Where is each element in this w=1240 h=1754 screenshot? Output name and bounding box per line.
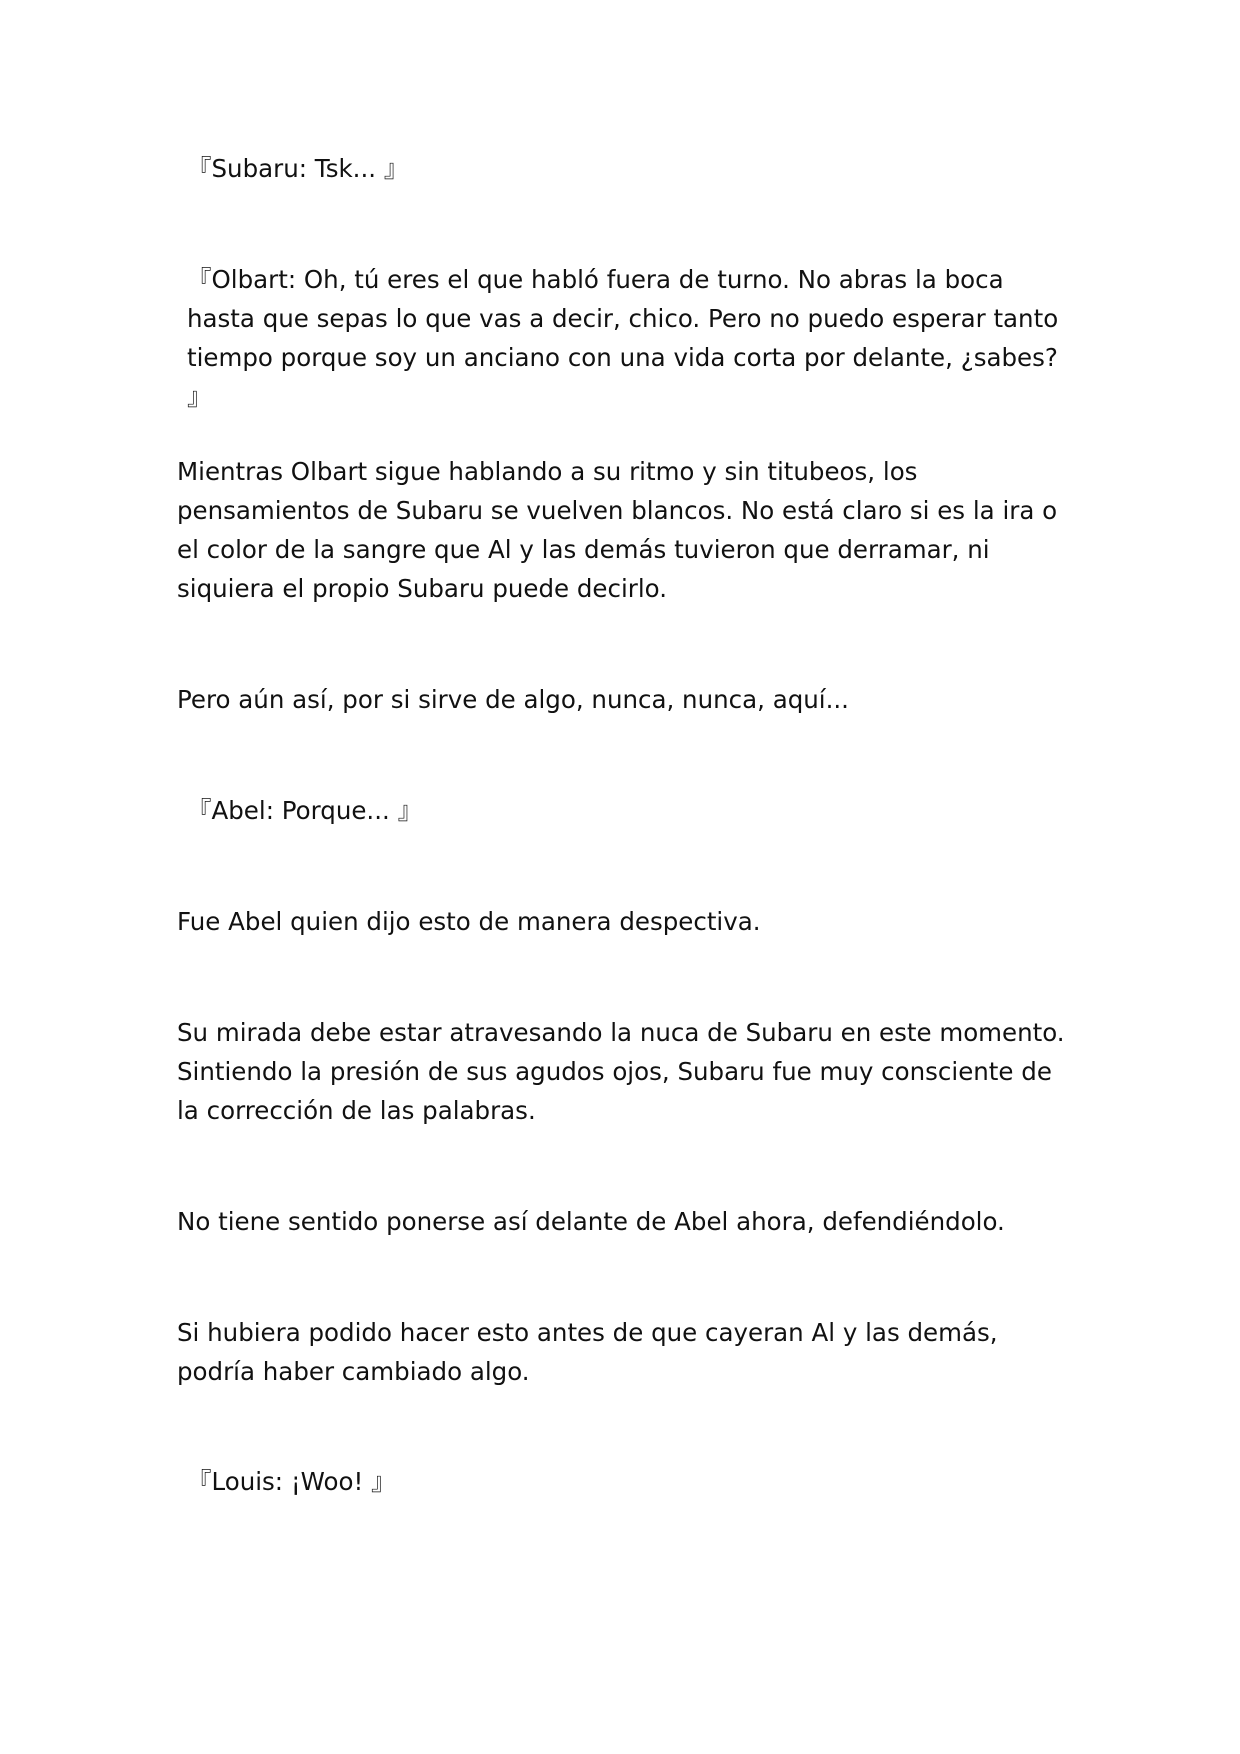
paragraph-narration-abel: Fue Abel quien dijo esto de manera despectiva.	[177, 907, 761, 936]
dialogue-subaru: 『Subaru: Tsk... 』	[187, 154, 409, 183]
paragraph-narration-sentido: No tiene sentido ponerse así delante de Abel ahora, defendiéndolo.	[177, 1207, 1005, 1236]
paragraph-narration-hubiera: Si hubiera podido hacer esto antes de que cayeran Al y las demás, podría haber cambiado algo.	[177, 1318, 998, 1386]
dialogue-abel: 『Abel: Porque... 』	[187, 796, 423, 825]
dialogue-louis: 『Louis: ¡Woo! 』	[187, 1467, 396, 1496]
dialogue-olbart: 『Olbart: Oh, tú eres el que habló fuera de turno. No abras la boca hasta que sepas lo que vas a decir, chico. Pero no puedo esperar tanto tiempo porque soy un anciano con una vida corta por delante, ¿sabes? 』	[187, 265, 1059, 411]
paragraph-narration-olbart: Mientras Olbart sigue hablando a su ritmo y sin titubeos, los pensamientos de Subaru se vuelven blancos. No está claro si es la ira o el color de la sangre que Al y las demás tuvieron que derramar, ni siquiera el propio Subaru puede decirlo.	[177, 457, 1058, 603]
paragraph-narration-nunca: Pero aún así, por si sirve de algo, nunca, nunca, aquí...	[177, 685, 849, 714]
paragraph-narration-mirada: Su mirada debe estar atravesando la nuca de Subaru en este momento. Sintiendo la presión de sus agudos ojos, Subaru fue muy consciente de la corrección de las palabras.	[177, 1018, 1065, 1125]
